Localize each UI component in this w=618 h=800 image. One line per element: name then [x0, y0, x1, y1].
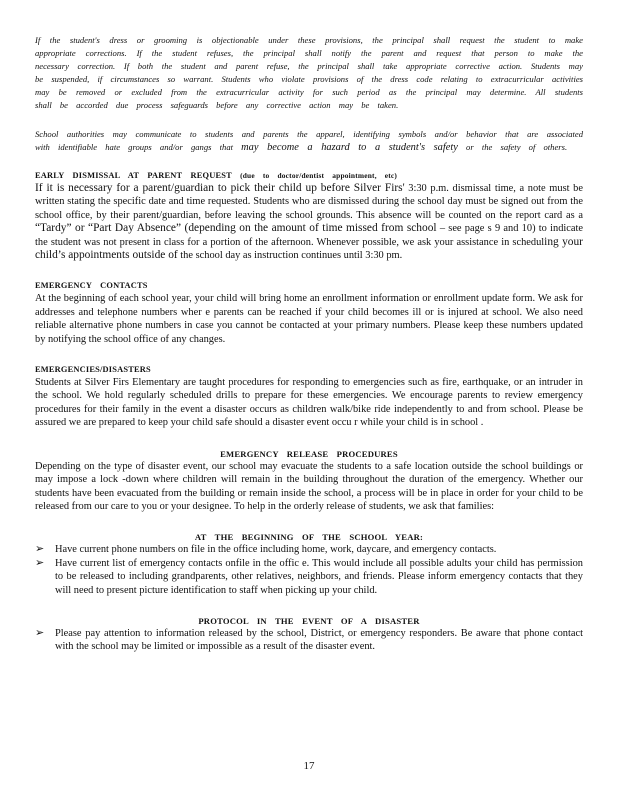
arrow-bullet-icon: ➢	[35, 556, 45, 569]
arrow-bullet-icon: ➢	[35, 626, 45, 639]
dress-code-paragraph: If the student's dress or grooming is objectionable under these provisions, the principal shall request the student to make appropriate corrections. If the student refuses, the principal shall notify the parent and request that person to make the necessary correction. If both the student and parent refuse, the principal shall take appropriate corrective action. Students may be suspended, if circumstances so warrant. Students who violate provisions of the dress code relating to extracurricular activities may be removed or excluded from the extracurricular activity for such period as the principal may determine. All students shall be accorded due process safeguards before any corrective action may be taken.	[35, 35, 583, 110]
early-dismissal-text-2: – see page s 9 and 10) to indicate the student was not present in class for a portion of the afternoon. Whenever possible, we ask your assistance in schedul	[35, 223, 584, 248]
emergencies-disasters-body: Students at Silver Firs Elementary are taught procedures for responding to emergencies such as fire, earthquake, or an intruder in the school. We hold regularly scheduled drills to prepare for these emergencies. We encourage parents to review emergency procedures for their family in the event a disaster occurs as children walk/bike ride independently to and from school. Please be assured we are prepared to keep your child safe should a disaster event occu r while your child is in school .	[35, 377, 583, 429]
list-item-text: Have current phone numbers on file in the office including home, work, daycare, and emergency contacts.	[55, 544, 497, 556]
early-dismissal-text-3: the school day as instruction continues until 3:30 pm.	[180, 250, 403, 262]
release-procedures-heading: EMERGENCY RELEASE PROCEDURES	[220, 448, 398, 459]
page-number: 17	[303, 760, 315, 772]
early-dismissal-note: (due to doctor/dentist appointment, etc)	[240, 171, 398, 180]
emergency-contacts-heading: EMERGENCY CONTACTS	[35, 281, 148, 291]
tardy-emphasis: “Tardy” or “Part Day Absence” (depending on the amount of time missed from school	[35, 222, 437, 235]
beginning-of-year-list	[35, 543, 583, 597]
handbook-page	[35, 34, 583, 654]
disaster-protocol-heading: PROTOCOL IN THE EVENT OF A DISASTER	[198, 615, 420, 626]
arrow-bullet-icon: ➢	[35, 543, 45, 556]
release-procedures-body: Depending on the type of disaster event, our school may evacuate the students to a safe location outside the school buildings or may impose a lock -down where children will remain in the building throughout the duration of the emergency. Whether our students have been evacuated from the building or remain inside the school, a process will be in place in order for your child to be released from our care to you or your designee. To help in the orderly release of students, we ask that families:	[35, 460, 583, 512]
hate-groups-text: School authorities may communicate to students and parents the apparel, identifying symbols and/or behavior that are associated with identifiable hate groups and/or gangs that	[35, 129, 583, 152]
disaster-protocol-list	[35, 627, 583, 654]
emergencies-disasters-heading: EMERGENCIES/DISASTERS	[35, 365, 151, 375]
early-dismissal-heading	[35, 170, 583, 182]
list-item	[35, 627, 583, 654]
beginning-of-year-heading: AT THE BEGINNING OF THE SCHOOL YEAR:	[194, 532, 424, 543]
emergency-contacts-body: At the beginning of each school year, your child will bring home an enrollment information or enrollment update form. We ask for addresses and telephone numbers wher e parents can be reached if your child becomes ill or is injured at school. We also need reliable alternative phone numbers in case you cannot be contacted at your primary numbers. Please keep these numbers updated by notifying the school office of any changes.	[35, 293, 583, 345]
list-item	[35, 543, 583, 556]
early-dismissal-text-1: 3:30 p.m. dismissal time, a note must be written stating the specific date and time requested. Students who are dismissed during the school day must be signed out from the school office, by their parent/guardian, before leaving the school grounds. This absence will be counted on the report card as a	[35, 183, 583, 221]
early-dismissal-body	[35, 182, 583, 262]
list-item-text: Please pay attention to information released by the school, District, or emergency responders. Be aware that phone contact with the school may be limited or impossible as a result of the disaster event.	[55, 627, 583, 653]
hate-groups-paragraph	[35, 128, 583, 154]
appointments-emphasis: ing your child’s appointments outside of	[35, 235, 583, 262]
early-dismissal-lead: If it is necessary for a parent/guardian to pick their child up before Silver Firs'	[35, 182, 405, 194]
list-item-text: Have current list of emergency contacts onfile in the offic e. This would include all possible adults your child has permission to be released to including grandparents, other relatives, neighbors, and friends. Please inform emergency contacts that they will need to present picture identification to staff when picking up your child.	[55, 557, 583, 596]
early-dismissal-title: EARLY DISMISSAL AT PARENT REQUEST	[35, 171, 232, 180]
hate-groups-emphasis: may become a hazard to a student's safety	[241, 142, 458, 153]
hate-groups-end: or the safety of others.	[466, 142, 568, 152]
list-item	[35, 557, 583, 597]
